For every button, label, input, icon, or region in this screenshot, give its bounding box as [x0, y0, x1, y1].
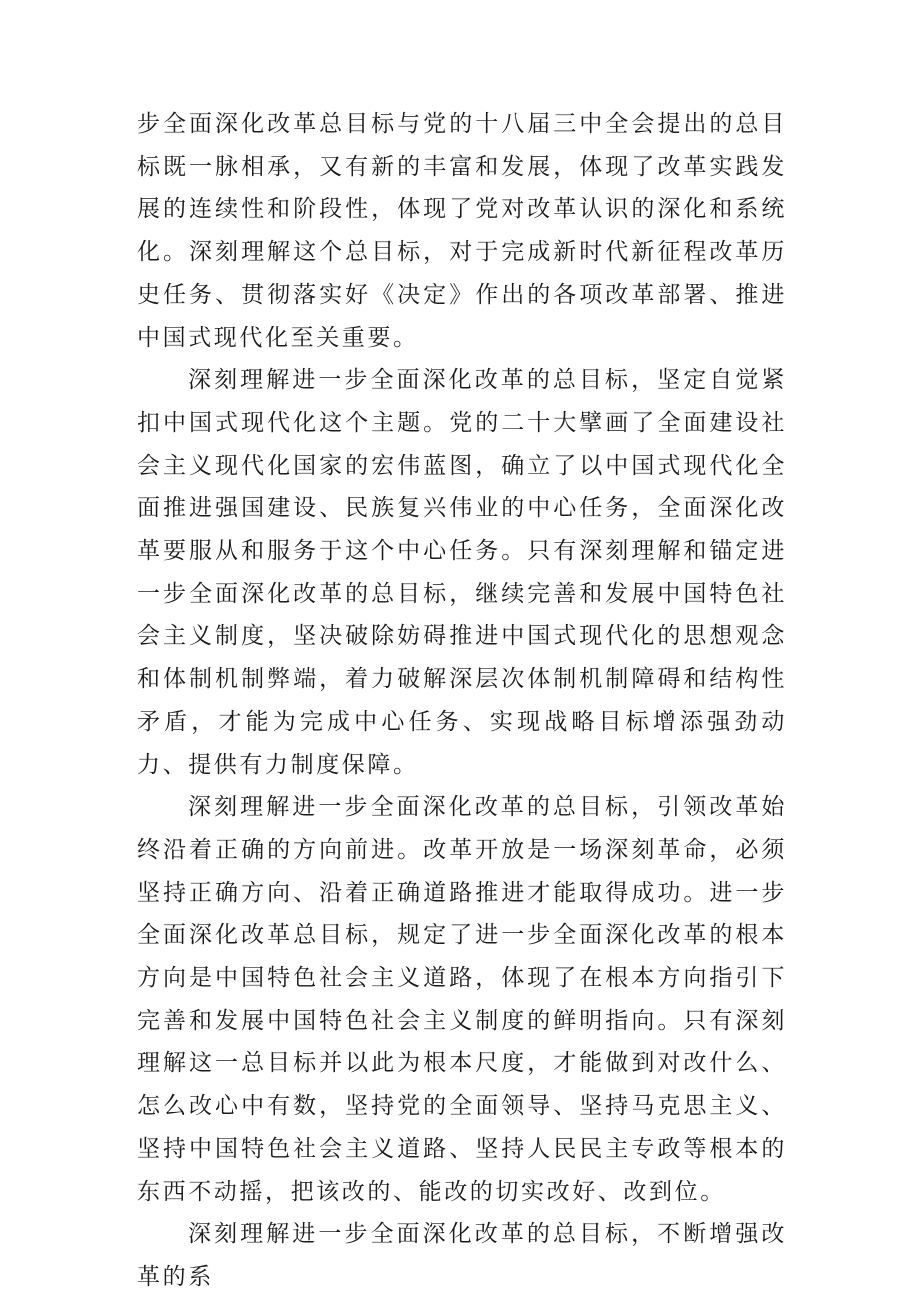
paragraph-3: 深刻理解进一步全面深化改革的总目标，引领改革始终沿着正确的方向前进。改革开放是一场深刻革命，必须坚持正确方向、沿着正确道路推进才能取得成功。进一步全面深化改革总目标，规定了进一步全面深化改革的根本方向是中国特色社会主义道路，体现了在根本方向指引下完善和发展中国特色社会主义制度的鲜明指向。只有深刻理解这一总目标并以此为根本尺度，才能做到对改什么、怎么改心中有数，坚持党的全面领导、坚持马克思主义、坚持中国特色社会主义道路、坚持人民民主专政等根本的东西不动摇，把该改的、能改的切实改好、改到位。	[137, 794, 787, 1205]
paragraph-4: 深刻理解进一步全面深化改革的总目标，不断增强改革的系	[137, 1221, 787, 1290]
paragraph-2: 深刻理解进一步全面深化改革的总目标，坚定自觉紧扣中国式现代化这个主题。党的二十大擘画了全面建设社会主义现代化国家的宏伟蓝图，确立了以中国式现代化全面推进强国建设、民族复兴伟业的中心任务，全面深化改革要服从和服务于这个中心任务。只有深刻理解和锚定进一步全面深化改革的总目标，继续完善和发展中国特色社会主义制度，坚决破除妨碍推进中国式现代化的思想观念和体制机制弊端，着力破解深层次体制机制障碍和结构性矛盾，才能为完成中心任务、实现战略目标增添强劲动力、提供有力制度保障。	[137, 367, 787, 778]
paragraph-1: 步全面深化改革总目标与党的十八届三中全会提出的总目标既一脉相承，又有新的丰富和发展，体现了改革实践发展的连续性和阶段性，体现了党对改革认识的深化和系统化。深刻理解这个总目标，对于完成新时代新征程改革历史任务、贯彻落实好《决定》作出的各项改革部署、推进中国式现代化至关重要。	[137, 111, 787, 351]
body-text	[137, 103, 787, 1299]
